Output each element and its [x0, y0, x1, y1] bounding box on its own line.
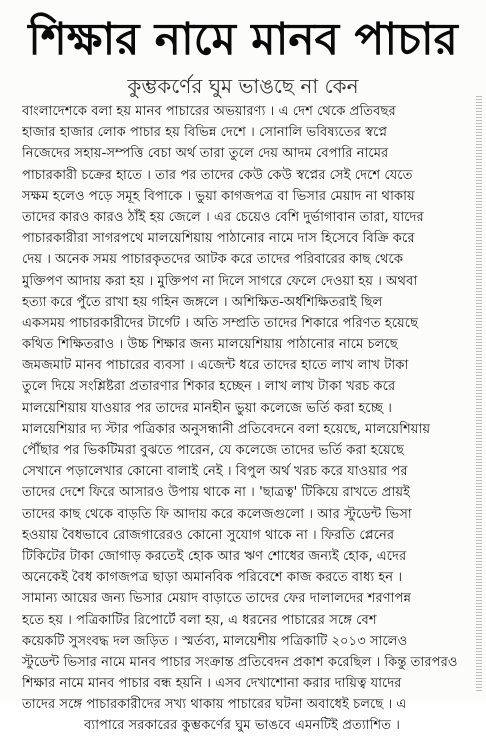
body-line: তাদের দেশে ফিরে আসারও উপায় থাকে না । 'ছাত্রত্ব' টিকিয়ে রাখতে প্রায়ই — [22, 485, 411, 501]
body-line: শিক্ষার নামে মানব পাচার বন্ধ হয়নি । এসব দেখাশোনা করার দায়িত্ব যাদের — [22, 676, 402, 692]
body-line: পৌঁছার পর ভিকটিমরা বুঝতে পারেন, যে কলেজে তাদের ভর্তি করা হয়েছে — [22, 443, 405, 458]
body-line: পাচারকারী চক্রের হাতে । তার পর তাদের কেউ কেউ স্বপ্নের সেই দেশে যেতে — [22, 167, 413, 183]
article-body — [22, 101, 462, 737]
body-line: নিজেদের সহায়-সম্পত্তি বেচা অর্থ তারা তুলে দেয় আদম বেপারি নামের — [22, 146, 389, 162]
body-line: কথিত শিক্ষিতরাও । উচ্চ শিক্ষার জন্য মালয়েশিয়ায় পাঠানোর নামে চলছে — [22, 337, 398, 353]
body-line: হত্যা করে পুঁতে রাখা হয় গহিন জঙ্গলে । অশিক্ষিত-অর্ধশিক্ষিতরাই ছিল — [22, 294, 383, 310]
body-line: হওয়ায় বৈধভাবে রোজগারেরও কোনো সুযোগ থাকে না । ফিরতি প্লেনের — [22, 527, 395, 543]
body-line: মুক্তিপণ আদায় করা হয় । মুক্তিপণ না দিলে সাগরে ফেলে দেওয়া হয় । অথবা — [22, 273, 418, 289]
body-line: ব্যাপারে সরকারের কুম্ভকর্ণের ঘুম ভাঙবে এমনটিই প্রত্যাশিত । — [84, 718, 400, 734]
body-line: পাচারকারীরা সাগরপথে মালয়েশিয়ায় পাঠানোর নামে দাস হিসেবে বিক্রি করে — [22, 231, 415, 247]
body-line: তাদের সঙ্গে পাচারকারীদের সখ্য থাকায় পাচারের ঘটনা অবাধেই চলছে । এ — [22, 697, 407, 713]
body-line: টিকিটের টাকা জোগাড় করতেই হোক আর ঋণ শোধের জন্যই হোক, এদের — [22, 548, 407, 564]
body-line: তুলে দিয়ে সংশ্লিষ্টরা প্রতারণার শিকার হচ্ছেন । লাখ লাখ টাকা খরচ করে — [22, 379, 396, 395]
body-line: তাদের কারও কারও ঠাঁই হয় জেলে । এর চেয়েও বেশি দুর্ভাগাবান তারা, যাদের — [22, 209, 424, 225]
column-rule — [476, 96, 482, 692]
subheadline: কুম্ভকর্ণের ঘুম ভাঙছে না কেন — [127, 74, 359, 98]
body-line: জমজমাট মানব পাচারের ব্যবসা । এজেন্ট ধরে তাদের হাতে লাখ লাখ টাকা — [22, 358, 409, 374]
body-line: একসময় পাচারকারীদের টার্গেট । অতি সম্প্রতি তাদের শিকারে পরিণত হয়েছে — [22, 315, 419, 331]
body-line: হাজার হাজার লোক পাচার হয় বিভিন্ন দেশে । সোনালি ভবিষ্যতের স্বপ্নে — [22, 125, 388, 141]
body-line: কয়েকটি সুসংবদ্ধ দল জড়িত । স্মর্তব্য, মালয়েশীয় পত্রিকাটি ২০১৩ সালেও — [22, 633, 408, 649]
body-line: সক্ষম হলেও পড়ে সমূহ বিপাকে । ভুয়া কাগজপত্র বা ভিসার মেয়াদ না থাকায় — [22, 188, 415, 204]
body-line: মালয়েশিয়ায় যাওয়ার পর তাদের মানহীন ভুয়া কলেজে ভর্তি করা হচ্ছে । — [22, 400, 392, 416]
body-line: অনেকেই বৈধ কাগজপত্র ছাড়া অমানবিক পরিবেশে কাজ করতে বাধ্য হন । — [22, 570, 403, 586]
headline: শিক্ষার নামে মানব পাচার — [28, 14, 458, 65]
body-line: হতে হয় । পত্রিকাটির রিপোর্টে বলা হয়, এ ধরনের পাচারের সঙ্গে বেশ — [22, 612, 377, 628]
body-line: তাদের কাছ থেকে বাড়তি ফি আদায় করে কলেজগুলো । আর স্টুডেন্ট ভিসা — [22, 506, 412, 522]
body-line: বাংলাদেশকে বলা হয় মানব পাচারের অভয়ারণ্য । এ দেশ থেকে প্রতিবছর — [22, 104, 396, 119]
body-line: মালয়েশিয়ার দ্য স্টার পত্রিকার অনুসন্ধানী প্রতিবেদনে বলা হয়েছে, মালয়েশিয়ায় — [22, 421, 431, 437]
body-line: দেয় । অনেক সময় পাচারকৃতদের আটক করে তাদের পরিবারের কাছ থেকে — [22, 252, 404, 268]
body-line: সামান্য আয়ের জন্য ভিসার মেয়াদ বাড়াতে তাদের ফের দালালদের শরণাপন্ন — [22, 591, 411, 607]
body-line: স্টুডেন্ট ভিসার নামে মানব পাচার সংক্রান্ত প্রতিবেদন প্রকাশ করেছিল । কিন্তু তারপরও — [22, 654, 458, 670]
body-line: সেখানে পড়ালেখার কোনো বালাই নেই । বিপুল অর্থ খরচ করে যাওয়ার পর — [22, 464, 408, 480]
